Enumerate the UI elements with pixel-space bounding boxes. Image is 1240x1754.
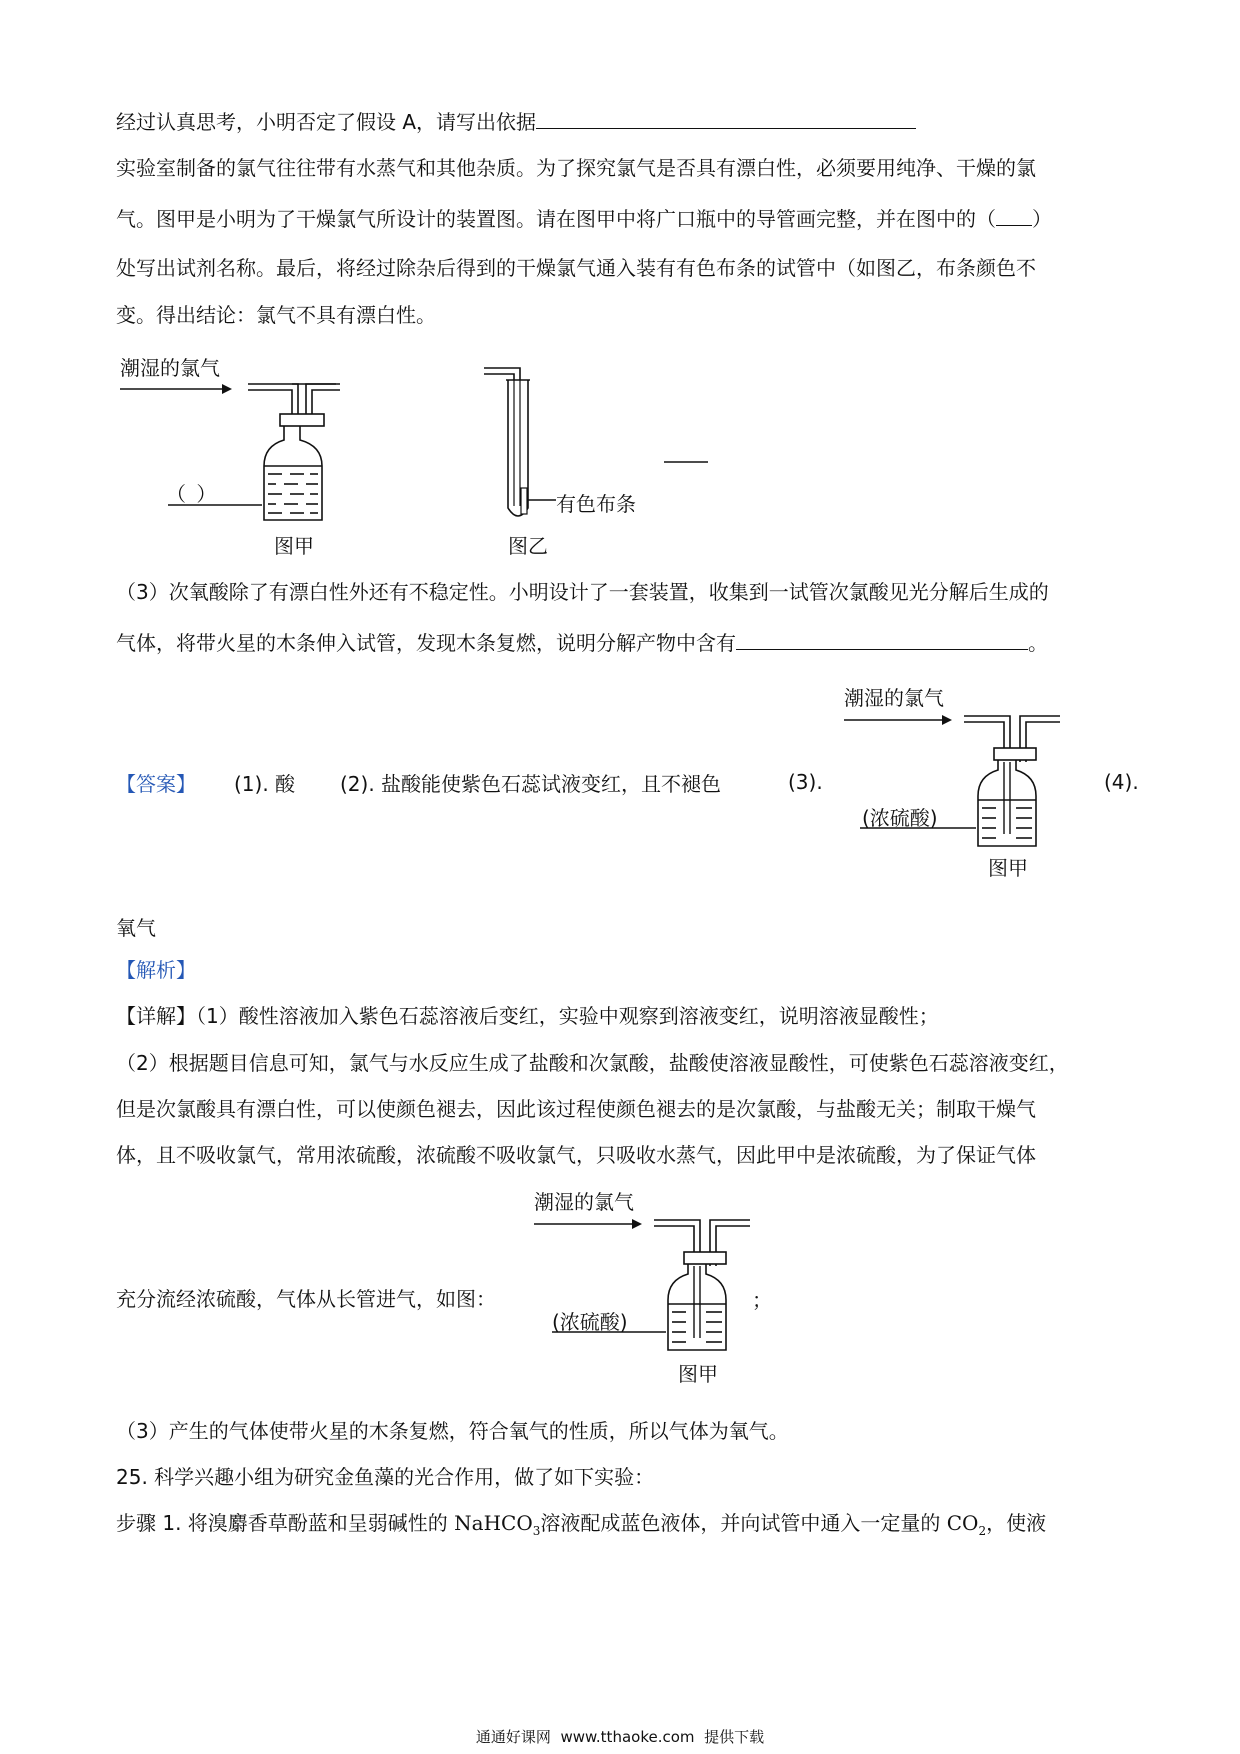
- analysis-line5: 充分流经浓硫酸，气体从长管进气，如图：: [116, 1287, 496, 1311]
- figure-caption: 图乙: [508, 534, 548, 558]
- q25-line1: 25. 科学兴趣小组为研究金鱼藻的光合作用，做了如下实验：: [116, 1465, 655, 1489]
- reagent-label: （ ）: [166, 482, 219, 506]
- page-footer: 通通好课网 www.tthaoke.com 提供下载: [475, 1728, 765, 1746]
- answer-blank: [736, 627, 1028, 650]
- q24-line1: 经过认真思考，小明否定了假设 A，请写出依据: [116, 106, 916, 137]
- answer-blank: [536, 106, 916, 129]
- analysis-line4: 体，且不吸收氯气，常用浓硫酸，浓硫酸不吸收氯气，只吸收水蒸气，因此甲中是浓硫酸，为了保证气体: [116, 1143, 1036, 1167]
- answer-3: (3).: [788, 770, 823, 794]
- figure-caption: 图甲: [274, 534, 314, 558]
- q24-para2-line1: 实验室制备的氯气往往带有水蒸气和其他杂质。为了探究氯气是否具有漂白性，必须要用纯净、干燥的氯: [116, 156, 1036, 180]
- analysis-line3: 但是次氯酸具有漂白性，可以使颜色褪去，因此该过程使颜色褪去的是次氯酸，与盐酸无关；制取干燥气: [116, 1097, 1036, 1121]
- q25-step1: 步骤 1. 将溴麝香草酚蓝和呈弱碱性的 NaHCO$_3$溶液配成蓝色液体，并向试管中通入一定量的 $CO_2$，使液: [116, 1511, 1047, 1538]
- inlet-label: 潮湿的氯气: [534, 1190, 634, 1214]
- inlet-label: 潮湿的氯气: [120, 356, 220, 380]
- figure-caption: 图甲: [988, 856, 1028, 880]
- chem-co2: $CO_2$: [946, 1511, 987, 1538]
- analysis-line5-end: ；: [752, 1288, 772, 1312]
- analysis-line2: （2）根据题目信息可知，氯气与水反应生成了盐酸和次氯酸，盐酸使溶液显酸性，可使紫色石蕊溶液变红，: [116, 1051, 1069, 1075]
- answer-tag: 【答案】: [116, 772, 196, 796]
- answer-4: (4).: [1104, 770, 1139, 794]
- q24-part3-line1: （3）次氧酸除了有漂白性外还有不稳定性。小明设计了一套装置，收集到一试管次氯酸见光分解后生成的: [116, 580, 1049, 604]
- q24-para2-line4: 变。得出结论：氯气不具有漂白性。: [116, 303, 436, 327]
- analysis-tag: 【解析】: [116, 958, 196, 982]
- analysis-line6: （3）产生的气体使带火星的木条复燃，符合氧气的性质，所以气体为氧气。: [116, 1419, 789, 1443]
- q24-para2-line2: 气。图甲是小明为了干燥氯气所设计的装置图。请在图甲中将广口瓶中的导管画完整，并在图中的（ ）: [116, 203, 1052, 234]
- reagent-label: (浓硫酸): [862, 806, 938, 830]
- figure-caption: 图甲: [678, 1362, 718, 1386]
- answer-1: (1). 酸: [234, 772, 296, 796]
- reagent-label: (浓硫酸): [552, 1310, 628, 1334]
- answer-4-content: 氧气: [116, 916, 156, 940]
- footer-url[interactable]: www.tthaoke.com: [560, 1728, 695, 1746]
- strip-label: 有色布条: [556, 492, 636, 516]
- q24-part3-line2: 气体，将带火星的木条伸入试管，发现木条复燃，说明分解产物中含有 。: [116, 627, 1048, 658]
- answer-2: (2). 盐酸能使紫色石蕊试液变红，且不褪色: [340, 772, 722, 796]
- analysis-line1: 【详解】（1）酸性溶液加入紫色石蕊溶液后变红，实验中观察到溶液变红，说明溶液显酸性；: [116, 1004, 939, 1028]
- q24-para2-line3: 处写出试剂名称。最后，将经过除杂后得到的干燥氯气通入装有有色布条的试管中（如图乙，布条颜色不: [116, 256, 1036, 280]
- reagent-blank: [996, 203, 1032, 226]
- inlet-label: 潮湿的氯气: [844, 686, 944, 710]
- chem-nahco3: NaHCO$_3$: [454, 1511, 541, 1538]
